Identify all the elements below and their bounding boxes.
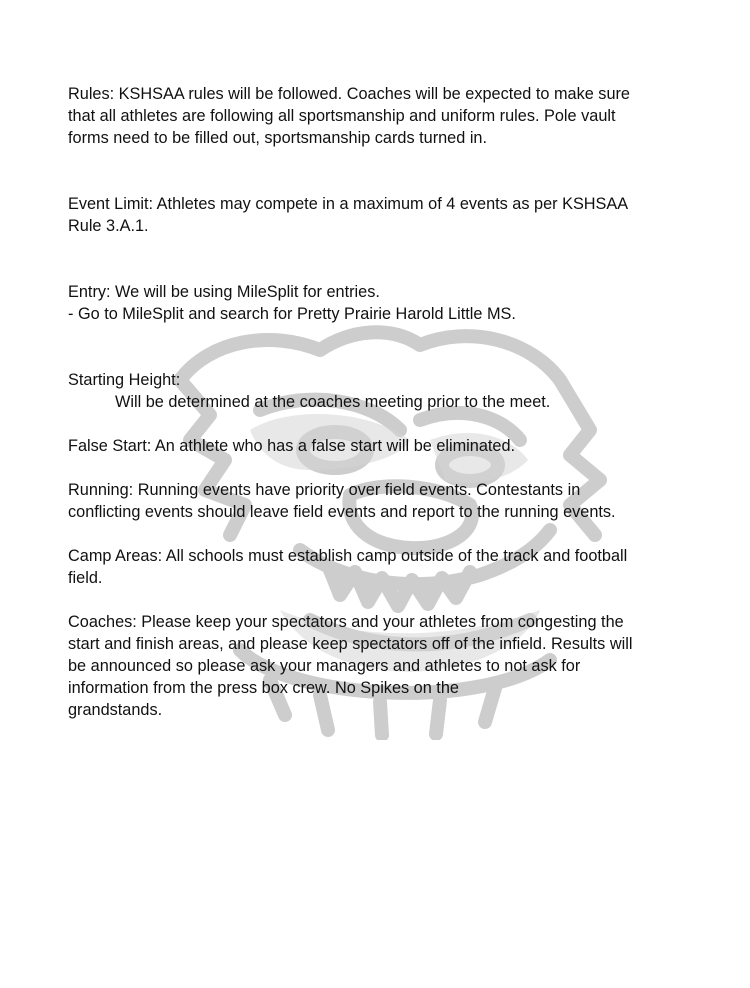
rules-section — [68, 83, 668, 149]
event-limit-line-1: Event Limit: Athletes may compete in a maximum of 4 events as per KSHSAA — [68, 195, 629, 213]
coaches-line-1: Coaches: Please keep your spectators and your athletes from congesting the — [68, 613, 624, 631]
event-limit-section — [68, 193, 668, 237]
starting-height-heading: Starting Height: — [68, 371, 181, 389]
coaches-line-3: be announced so please ask your managers and athletes to not ask for — [68, 657, 581, 675]
rules-line-1: Rules: KSHSAA rules will be followed. Coaches will be expected to make sure — [68, 85, 630, 103]
entry-line-1: Entry: We will be using MileSplit for entries. — [68, 283, 380, 301]
running-line-1: Running: Running events have priority over field events. Contestants in — [68, 481, 581, 499]
camp-areas-section — [68, 545, 668, 589]
rules-line-2: that all athletes are following all sportsmanship and uniform rules. Pole vault — [68, 107, 616, 125]
starting-height-detail: Will be determined at the coaches meeting prior to the meet. — [115, 393, 551, 411]
coaches-section — [68, 611, 668, 721]
camp-areas-line-2: field. — [68, 569, 103, 587]
running-line-2: conflicting events should leave field events and report to the running events. — [68, 503, 616, 521]
camp-areas-line-1: Camp Areas: All schools must establish camp outside of the track and football — [68, 547, 628, 565]
coaches-line-5: grandstands. — [68, 701, 163, 719]
running-section — [68, 479, 668, 523]
event-limit-line-2: Rule 3.A.1. — [68, 217, 149, 235]
coaches-line-2: start and finish areas, and please keep spectators off of the infield. Results will — [68, 635, 633, 653]
coaches-line-4: information from the press box crew. No Spikes on the — [68, 679, 459, 697]
starting-height-section — [68, 369, 668, 413]
entry-section — [68, 281, 668, 325]
entry-line-2: - Go to MileSplit and search for Pretty Prairie Harold Little MS. — [68, 305, 516, 323]
document-body — [68, 83, 668, 721]
false-start-section — [68, 435, 668, 457]
false-start-line: False Start: An athlete who has a false start will be eliminated. — [68, 437, 516, 455]
rules-line-3: forms need to be filled out, sportsmanship cards turned in. — [68, 129, 488, 147]
